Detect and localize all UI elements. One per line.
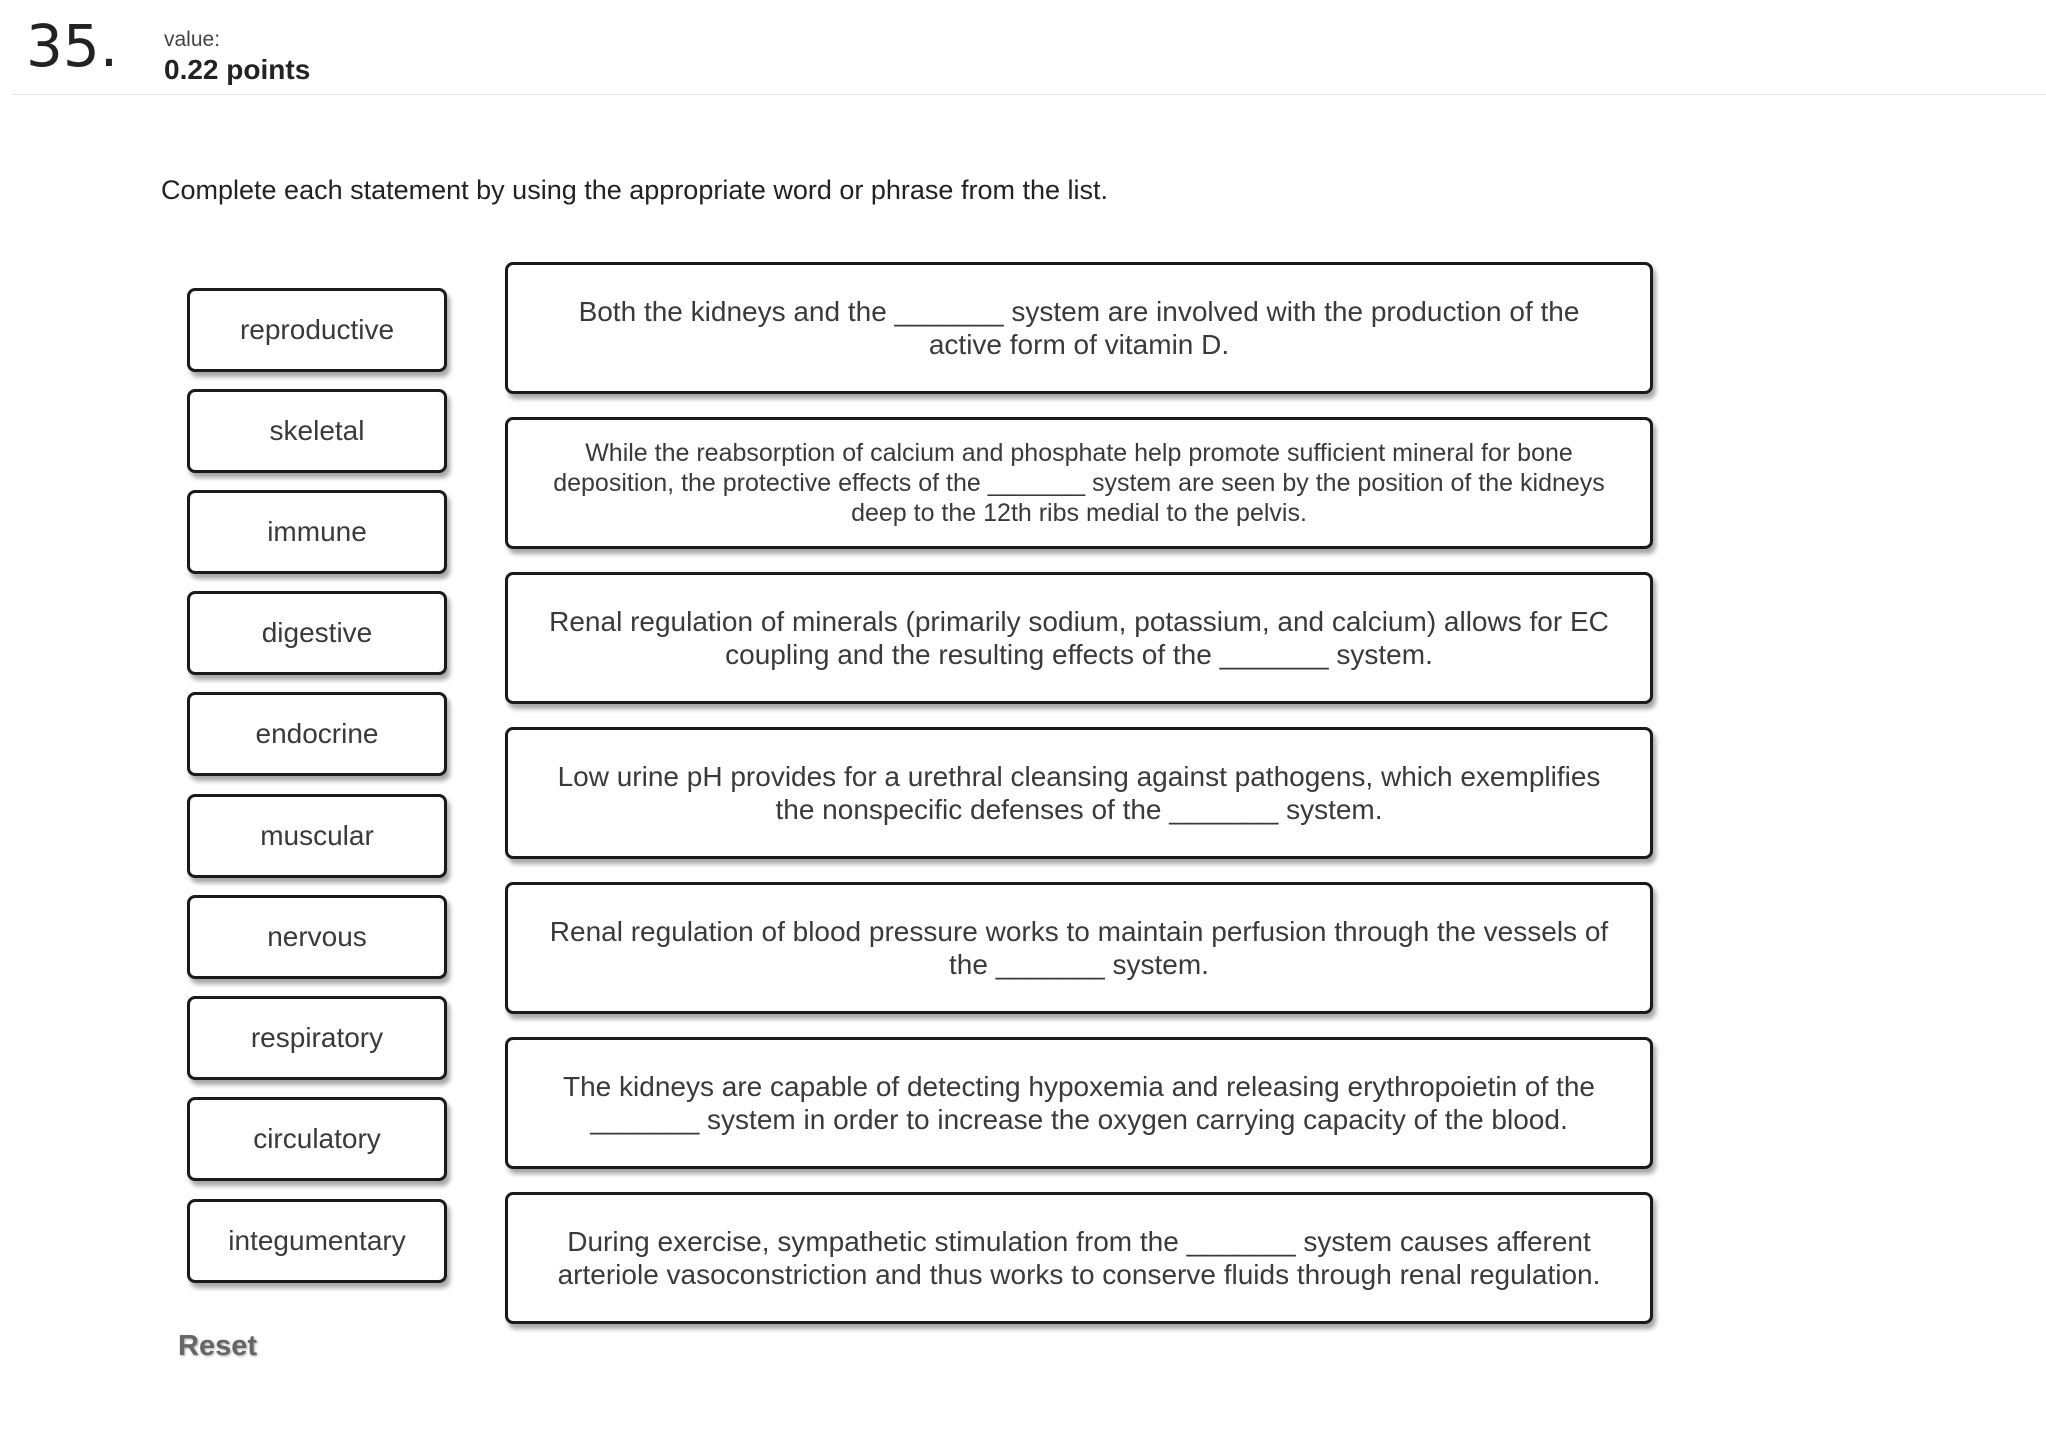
reset-button[interactable]: Reset [178,1330,257,1362]
word-tile-skeletal[interactable]: skeletal [187,389,447,473]
word-tile-endocrine[interactable]: endocrine [187,692,447,776]
value-label: value: [164,28,221,51]
word-tile-reproductive[interactable]: reproductive [187,288,447,372]
statement-drop-target-6[interactable]: The kidneys are capable of detecting hypoxemia and releasing erythropoietin of the _______ system in order to increase the oxygen carrying capacity of the blood. [505,1037,1653,1169]
value-points: 0.22 points [164,54,311,85]
question-header [12,0,2046,95]
word-tile-nervous[interactable]: nervous [187,895,447,979]
word-tile-respiratory[interactable]: respiratory [187,996,447,1080]
statement-drop-target-4[interactable]: Low urine pH provides for a urethral cleansing against pathogens, which exemplifies the nonspecific defenses of the _______ system. [505,727,1653,859]
statement-drop-target-5[interactable]: Renal regulation of blood pressure works to maintain perfusion through the vessels of the _______ system. [505,882,1653,1014]
word-tile-digestive[interactable]: digestive [187,591,447,675]
word-tile-muscular[interactable]: muscular [187,794,447,878]
statement-drop-target-3[interactable]: Renal regulation of minerals (primarily sodium, potassium, and calcium) allows for EC coupling and the resulting effects of the _______ system. [505,572,1653,704]
instructions: Complete each statement by using the appropriate word or phrase from the list. [161,175,1108,205]
word-tile-circulatory[interactable]: circulatory [187,1097,447,1181]
question-number: 35. [26,12,119,80]
word-tile-immune[interactable]: immune [187,490,447,574]
statement-drop-target-1[interactable]: Both the kidneys and the _______ system are involved with the production of the active form of vitamin D. [505,262,1653,394]
statement-drop-target-2[interactable]: While the reabsorption of calcium and phosphate help promote sufficient mineral for bone deposition, the protective effects of the _______ system are seen by the position of the kidneys deep to the 12th ribs medial to the pelvis. [505,417,1653,549]
word-tile-integumentary[interactable]: integumentary [187,1199,447,1283]
statement-drop-target-7[interactable]: During exercise, sympathetic stimulation from the _______ system causes afferent arteriole vasoconstriction and thus works to conserve fluids through renal regulation. [505,1192,1653,1324]
